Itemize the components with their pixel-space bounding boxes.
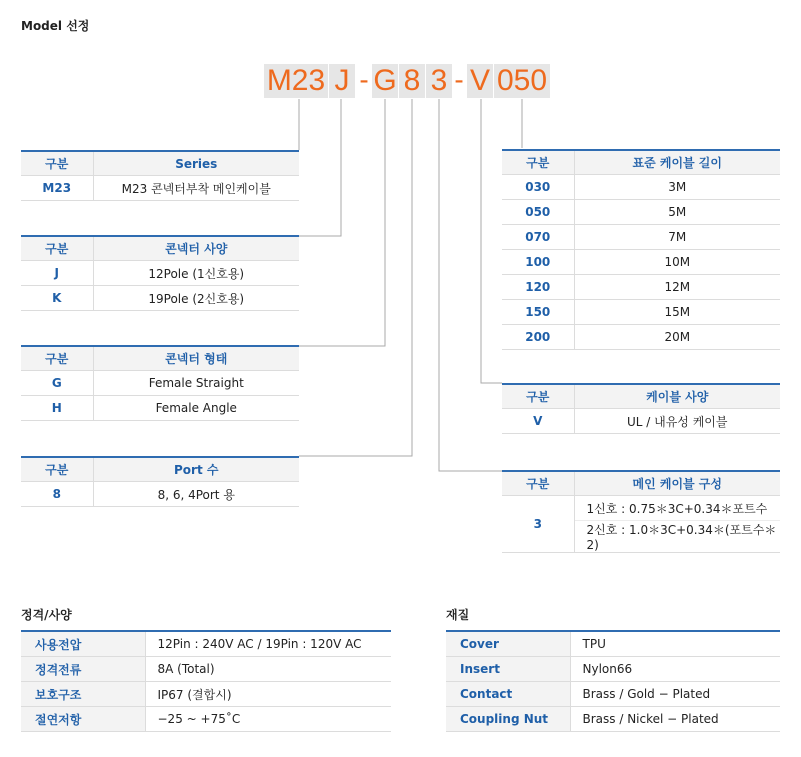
option-desc: 12Pole (1신호용) — [93, 261, 299, 286]
table-header: 구분 — [21, 346, 93, 371]
option-code: 200 — [502, 325, 574, 350]
port-table — [21, 456, 299, 507]
option-desc: 3M — [574, 175, 780, 200]
option-code: 3 — [502, 496, 574, 553]
table-row — [21, 657, 391, 682]
code-part-port: 8 — [399, 64, 425, 98]
code-part-cable-length: 050 — [494, 64, 550, 98]
spec-value: IP67 (결합시) — [145, 682, 391, 707]
spec-value: 8A (Total) — [145, 657, 391, 682]
spec-value: Brass / Gold − Plated — [570, 682, 780, 707]
table-header: 구분 — [21, 151, 93, 176]
table-row — [21, 396, 299, 421]
table-header: 구분 — [502, 384, 574, 409]
option-desc: 20M — [574, 325, 780, 350]
table-row — [21, 631, 391, 657]
table-row — [446, 631, 780, 657]
option-code: 050 — [502, 200, 574, 225]
option-desc: 5M — [574, 200, 780, 225]
option-desc: 19Pole (2신호용) — [93, 286, 299, 311]
option-code: H — [21, 396, 93, 421]
table-row — [446, 657, 780, 682]
spec-key: Insert — [446, 657, 570, 682]
option-code: 120 — [502, 275, 574, 300]
table-row — [446, 682, 780, 707]
option-code: 070 — [502, 225, 574, 250]
config-line: 2신호 : 1.0＊3C+0.34＊(포트수＊2) — [574, 521, 780, 553]
code-separator: - — [454, 64, 464, 95]
table-row — [502, 275, 780, 300]
material-title: 재질 — [446, 608, 470, 622]
table-row — [502, 250, 780, 275]
option-code: 100 — [502, 250, 574, 275]
connector-spec-table — [21, 235, 299, 311]
option-desc: M23 콘넥터부착 메인케이블 — [93, 176, 299, 201]
option-desc: Female Angle — [93, 396, 299, 421]
table-header: 콘넥터 사양 — [93, 236, 299, 261]
option-code: 150 — [502, 300, 574, 325]
spec-value: TPU — [570, 631, 780, 657]
code-part-connector-form: G — [373, 64, 397, 97]
table-row — [502, 409, 780, 434]
code-separator: - — [359, 64, 369, 95]
table-row — [21, 482, 299, 507]
spec-value: Nylon66 — [570, 657, 780, 682]
table-row — [502, 225, 780, 250]
spec-value: −25 ~ +75˚C — [145, 707, 391, 732]
option-desc: 10M — [574, 250, 780, 275]
option-code: J — [21, 261, 93, 286]
table-row — [502, 300, 780, 325]
table-row — [502, 325, 780, 350]
option-code: M23 — [21, 176, 93, 201]
table-header: Port 수 — [93, 457, 299, 482]
table-header: 콘넥터 형태 — [93, 346, 299, 371]
spec-key: Cover — [446, 631, 570, 657]
table-row — [21, 682, 391, 707]
table-header: 구분 — [502, 471, 574, 496]
option-code: K — [21, 286, 93, 311]
page-title: Model 선정 — [21, 19, 90, 33]
option-code: 8 — [21, 482, 93, 507]
cable-spec-table — [502, 383, 780, 434]
table-header: 메인 케이블 구성 — [574, 471, 780, 496]
option-desc: 8, 6, 4Port 용 — [93, 482, 299, 507]
table-row — [502, 175, 780, 200]
spec-value: 12Pin : 240V AC / 19Pin : 120V AC — [145, 631, 391, 657]
option-desc: UL / 내유성 케이블 — [574, 409, 780, 434]
table-header: 구분 — [21, 236, 93, 261]
code-part-cable-config: 3 — [426, 64, 452, 98]
connector-form-table — [21, 345, 299, 421]
table-row — [502, 496, 780, 521]
spec-key: 사용전압 — [21, 631, 145, 657]
series-table — [21, 150, 299, 201]
option-code: V — [502, 409, 574, 434]
table-header: Series — [93, 151, 299, 176]
spec-key: 보호구조 — [21, 682, 145, 707]
table-header: 구분 — [21, 457, 93, 482]
option-desc: Female Straight — [93, 371, 299, 396]
option-desc: 7M — [574, 225, 780, 250]
table-header: 표준 케이블 길이 — [574, 150, 780, 175]
code-part-connector-spec: J — [329, 64, 355, 98]
table-row — [21, 176, 299, 201]
option-code: G — [21, 371, 93, 396]
spec-key: Coupling Nut — [446, 707, 570, 732]
cable-config-table — [502, 470, 780, 553]
spec-key: Contact — [446, 682, 570, 707]
material-table — [446, 630, 780, 732]
rating-table — [21, 630, 391, 732]
table-header: 구분 — [502, 150, 574, 175]
table-row — [446, 707, 780, 732]
spec-key: 정격전류 — [21, 657, 145, 682]
option-code: 030 — [502, 175, 574, 200]
table-row — [21, 261, 299, 286]
rating-title: 정격/사양 — [21, 608, 72, 622]
spec-key: 절연저항 — [21, 707, 145, 732]
config-line: 1신호 : 0.75＊3C+0.34＊포트수 — [574, 496, 780, 521]
option-desc: 12M — [574, 275, 780, 300]
code-part-series: M23 — [264, 64, 328, 98]
table-header: 케이블 사양 — [574, 384, 780, 409]
option-desc: 15M — [574, 300, 780, 325]
code-part-cable-spec: V — [467, 64, 493, 98]
table-row — [21, 371, 299, 396]
table-row — [502, 200, 780, 225]
table-row — [21, 286, 299, 311]
table-row — [21, 707, 391, 732]
cable-length-table — [502, 149, 780, 350]
spec-value: Brass / Nickel − Plated — [570, 707, 780, 732]
